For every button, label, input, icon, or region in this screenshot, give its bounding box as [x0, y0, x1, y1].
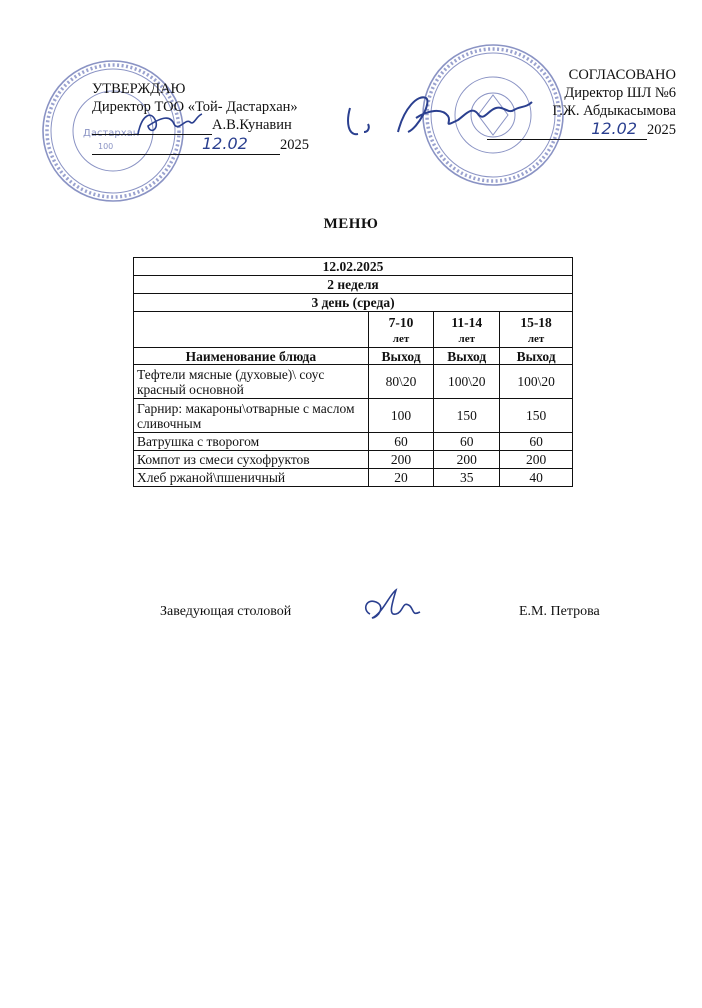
portion-value: 150 [500, 399, 573, 433]
canteen-head-role: Заведующая столовой [160, 604, 292, 619]
agree-date: 12.02 [591, 119, 637, 138]
portion-value: 100 [368, 399, 434, 433]
portion-value: 200 [434, 451, 500, 469]
agree-name: Г.Ж. Абдыкасымова [552, 103, 676, 119]
menu-date: 12.02.2025 [134, 258, 573, 276]
agree-year: 2025 [647, 122, 676, 138]
canteen-head-name: Е.М. Петрова [519, 604, 600, 619]
page-title: МЕНЮ [323, 216, 379, 232]
approve-name: А.В.Кунавин [212, 117, 292, 133]
table-row [134, 365, 573, 399]
portion-value: 100\20 [500, 365, 573, 399]
portion-value: 60 [434, 433, 500, 451]
portion-value: 40 [500, 469, 573, 487]
director-signature [130, 104, 210, 144]
approve-date: 12.02 [202, 134, 248, 153]
table-row [134, 451, 573, 469]
dish-name: Гарнир: макароны\отварные с маслом сливочным [134, 399, 369, 433]
svg-text:Дастархан: Дастархан [83, 128, 140, 139]
portion-value: 80\20 [368, 365, 434, 399]
approve-year: 2025 [280, 137, 309, 153]
age-group-header: 15-18 лет [500, 312, 573, 348]
portion-value: 200 [500, 451, 573, 469]
output-header: Выход [434, 348, 500, 365]
portion-value: 35 [434, 469, 500, 487]
agree-position: Директор ШЛ №6 [564, 85, 676, 101]
portion-value: 60 [368, 433, 434, 451]
dish-name: Тефтели мясные (духовые)\ соус красный основной [134, 365, 369, 399]
age-group-header: 7-10 лет [368, 312, 434, 348]
agree-heading: СОГЛАСОВАНО [568, 67, 676, 83]
table-row [134, 433, 573, 451]
portion-value: 150 [434, 399, 500, 433]
portion-value: 100\20 [434, 365, 500, 399]
approve-position: Директор ТОО «Той- Дастархан» [92, 99, 298, 115]
output-header: Выход [368, 348, 434, 365]
dish-name: Ватрушка с творогом [134, 433, 369, 451]
output-header: Выход [500, 348, 573, 365]
portion-value: 60 [500, 433, 573, 451]
canteen-head-signature [352, 584, 432, 624]
menu-week: 2 неделя [134, 276, 573, 294]
svg-text:100: 100 [98, 142, 114, 151]
table-row [134, 399, 573, 433]
approve-heading: УТВЕРЖДАЮ [92, 81, 186, 97]
age-group-header: 11-14 лет [434, 312, 500, 348]
portion-value: 200 [368, 451, 434, 469]
table-row [134, 469, 573, 487]
dish-name-header: Наименование блюда [134, 348, 369, 365]
agree-block [476, 66, 676, 140]
menu-table [133, 257, 573, 487]
portion-value: 20 [368, 469, 434, 487]
dish-name: Хлеб ржаной\пшеничный [134, 469, 369, 487]
menu-day: 3 день (среда) [134, 294, 573, 312]
dish-name: Компот из смеси сухофруктов [134, 451, 369, 469]
